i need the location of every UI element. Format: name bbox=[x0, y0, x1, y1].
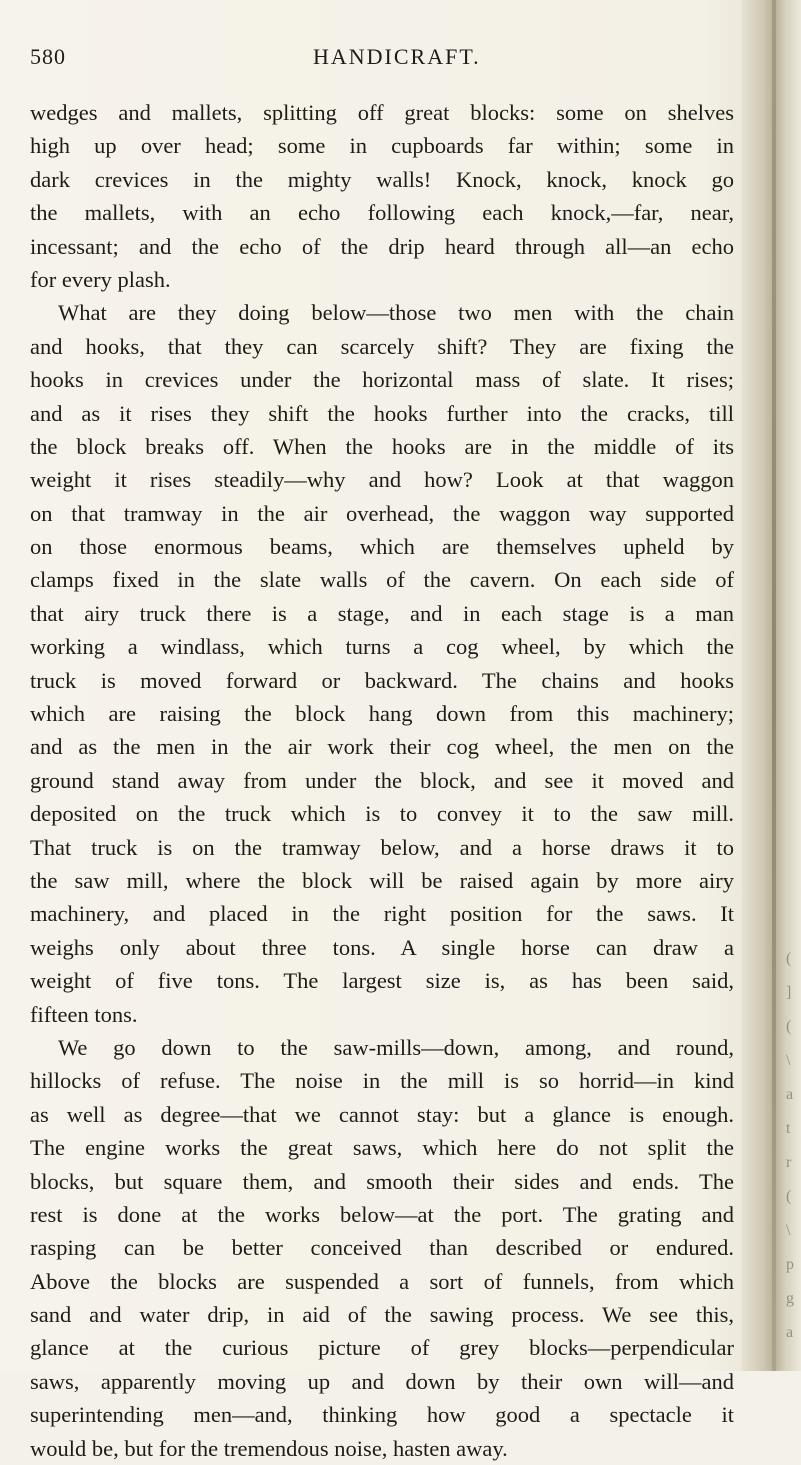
text-line: and hooks, that they can scarcely shift? They are fixing the bbox=[30, 333, 734, 359]
text-line: weighs only about three tons. A single horse can draw a bbox=[30, 934, 734, 960]
edge-mark: ( bbox=[786, 950, 792, 967]
text-line: The engine works the great saws, which here do not split the bbox=[30, 1135, 734, 1161]
text-line: dark crevices in the mighty walls! Knock, knock, knock go bbox=[30, 166, 734, 192]
edge-mark: p bbox=[786, 1256, 794, 1273]
edge-mark: t bbox=[786, 1120, 791, 1137]
text-line: the saw mill, where the block will be raised again by more airy bbox=[30, 867, 734, 893]
edge-mark: g bbox=[786, 1290, 794, 1307]
text-line: rest is done at the works below—at the port. The grating and bbox=[30, 1201, 734, 1227]
text-line: saws, apparently moving up and down by their own will—and bbox=[30, 1368, 734, 1394]
edge-mark: ( bbox=[786, 1188, 792, 1205]
text-line: the mallets, with an echo following each knock,—far, near, bbox=[30, 200, 734, 226]
text-line: would be, but for the tremendous noise, hasten away. bbox=[30, 1435, 508, 1461]
text-line: that airy truck there is a stage, and in each stage is a man bbox=[30, 600, 734, 626]
text-line: on those enormous beams, which are themselves upheld by bbox=[30, 534, 734, 560]
text-line: weight it rises steadily—why and how? Look at that waggon bbox=[30, 467, 734, 493]
page-header bbox=[30, 44, 720, 80]
text-line: What are they doing below—those two men with the chain bbox=[58, 300, 734, 326]
edge-mark: r bbox=[786, 1154, 792, 1171]
body-text bbox=[30, 96, 734, 1465]
page-number: 580 bbox=[30, 44, 66, 69]
edge-mark: \ bbox=[786, 1052, 791, 1069]
text-line: weight of five tons. The largest size is, as has been said, bbox=[30, 968, 734, 994]
text-line: fifteen tons. bbox=[30, 1001, 138, 1027]
edge-mark: ] bbox=[786, 984, 792, 1001]
text-line: wedges and mallets, splitting off great blocks: some on shelves bbox=[30, 100, 734, 125]
text-line: working a windlass, which turns a cog wheel, by which the bbox=[30, 634, 734, 660]
text-line: ground stand away from under the block, and see it moved and bbox=[30, 767, 734, 793]
running-head: HANDICRAFT. bbox=[313, 44, 481, 69]
text-line: clamps fixed in the slate walls of the cavern. On each side of bbox=[30, 567, 734, 593]
text-line: and as the men in the air work their cog wheel, the men on the bbox=[30, 734, 734, 760]
text-line: sand and water drip, in aid of the sawing process. We see this, bbox=[30, 1302, 734, 1328]
edge-mark: ( bbox=[786, 1018, 792, 1035]
text-line: hooks in crevices under the horizontal mass of slate. It rises; bbox=[30, 367, 734, 393]
edge-mark: \ bbox=[786, 1222, 791, 1239]
text-line: blocks, but square them, and smooth their sides and ends. The bbox=[30, 1168, 734, 1194]
text-line: We go down to the saw-mills—down, among, and round, bbox=[58, 1034, 734, 1060]
text-line: for every plash. bbox=[30, 266, 171, 292]
text-line: the block breaks off. When the hooks are in the middle of its bbox=[30, 433, 734, 459]
text-line: hillocks of refuse. The noise in the mill is so horrid—in kind bbox=[30, 1068, 734, 1094]
text-line: superintending men—and, thinking how good a spectacle it bbox=[30, 1402, 734, 1428]
text-line: and as it rises they shift the hooks further into the cracks, till bbox=[30, 400, 734, 426]
text-line: on that tramway in the air overhead, the waggon way supported bbox=[30, 500, 734, 526]
text-line: machinery, and placed in the right position for the saws. It bbox=[30, 901, 734, 927]
text-line: incessant; and the echo of the drip heard through all—an echo bbox=[30, 233, 734, 259]
facing-page-edge bbox=[786, 950, 800, 1370]
text-line: deposited on the truck which is to convey it to the saw mill. bbox=[30, 801, 734, 827]
edge-mark: a bbox=[786, 1086, 794, 1103]
edge-mark: a bbox=[786, 1324, 794, 1341]
text-line: That truck is on the tramway below, and a horse draws it to bbox=[30, 834, 734, 860]
text-line: Above the blocks are suspended a sort of funnels, from which bbox=[30, 1268, 734, 1294]
text-line: truck is moved forward or backward. The chains and hooks bbox=[30, 667, 734, 693]
text-line: which are raising the block hang down from this machinery; bbox=[30, 701, 734, 727]
text-line: high up over head; some in cupboards far within; some in bbox=[30, 133, 734, 159]
text-line: as well as degree—that we cannot stay: but a glance is enough. bbox=[30, 1101, 734, 1127]
text-line: rasping can be better conceived than described or endured. bbox=[30, 1235, 734, 1261]
binding-shadow bbox=[772, 0, 776, 1371]
text-line: glance at the curious picture of grey blocks—perpendicular bbox=[30, 1335, 734, 1361]
